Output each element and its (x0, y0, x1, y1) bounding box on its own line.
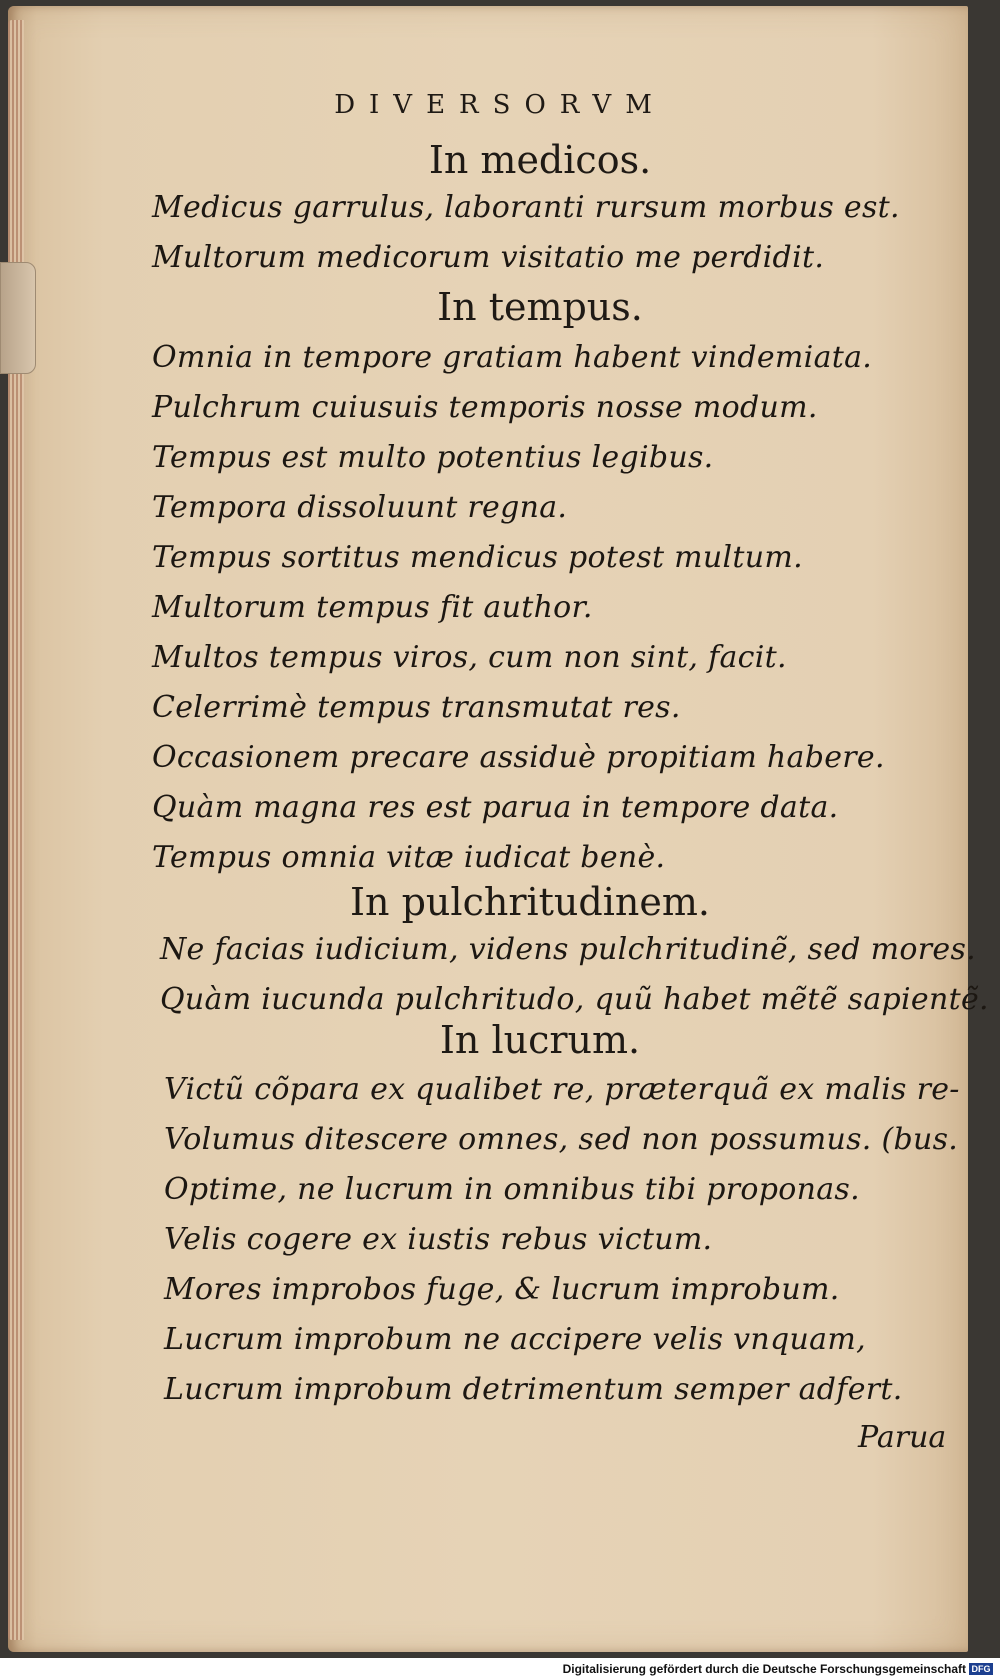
section-title-lucrum: In lucrum. (439, 1018, 641, 1062)
text-line: Multorum medicorum visitatio me perdidit. (152, 240, 825, 275)
text-line: Multorum tempus fit author. (152, 590, 593, 625)
text-line: Optime, ne lucrum in omnibus tibi proponas. (164, 1172, 860, 1207)
text-line: Lucrum improbum detrimentum semper adfert. (164, 1372, 903, 1407)
text-line: Lucrum improbum ne accipere velis vnquam, (164, 1322, 866, 1357)
footer-credit: Digitalisierung gefördert durch die Deutsche Forschungsgemeinschaft (562, 1662, 966, 1676)
text-line: Tempora dissoluunt regna. (152, 490, 568, 525)
text-line: Tempus est multo potentius legibus. (152, 440, 714, 475)
text-line: Pulchrum cuiusuis temporis nosse modum. (152, 390, 818, 425)
text-line: Mores improbos fuge, & lucrum improbum. (164, 1272, 840, 1307)
text-line: Celerrimè tempus transmutat res. (152, 690, 681, 725)
section-title-tempus: In tempus. (437, 285, 643, 329)
dfg-logo: DFG (969, 1663, 993, 1675)
text-line: Velis cogere ex iustis rebus victum. (164, 1222, 713, 1257)
section-title-medicos: In medicos. (428, 138, 652, 182)
running-head: DIVERSORVM (334, 90, 666, 120)
text-line: Volumus ditescere omnes, sed non possumus. (bus. (164, 1122, 959, 1157)
text-line: Tempus sortitus mendicus potest multum. (152, 540, 803, 575)
page-tab-marker (0, 262, 36, 374)
text-line: Victũ cõpara ex qualibet re, præterquã ex malis re- (164, 1072, 960, 1107)
text-line: Quàm magna res est parua in tempore data. (152, 790, 839, 825)
text-line: Omnia in tempore gratiam habent vindemiata. (152, 340, 873, 375)
text-line: Ne facias iudicium, videns pulchritudinẽ, sed mores. (160, 932, 976, 967)
text-line: Tempus omnia vitæ iudicat benè. (152, 840, 666, 875)
text-line: Medicus garrulus, laboranti rursum morbus est. (152, 190, 900, 225)
text-line: Occasionem precare assiduè propitiam habere. (152, 740, 885, 775)
catchword: Parua (858, 1420, 947, 1455)
text-line: Quàm iucunda pulchritudo, quũ habet mẽtẽ sapientẽ. (160, 982, 989, 1017)
text-line: Multos tempus viros, cum non sint, facit. (152, 640, 787, 675)
section-title-pulchritudinem: In pulchritudinem. (350, 880, 710, 924)
